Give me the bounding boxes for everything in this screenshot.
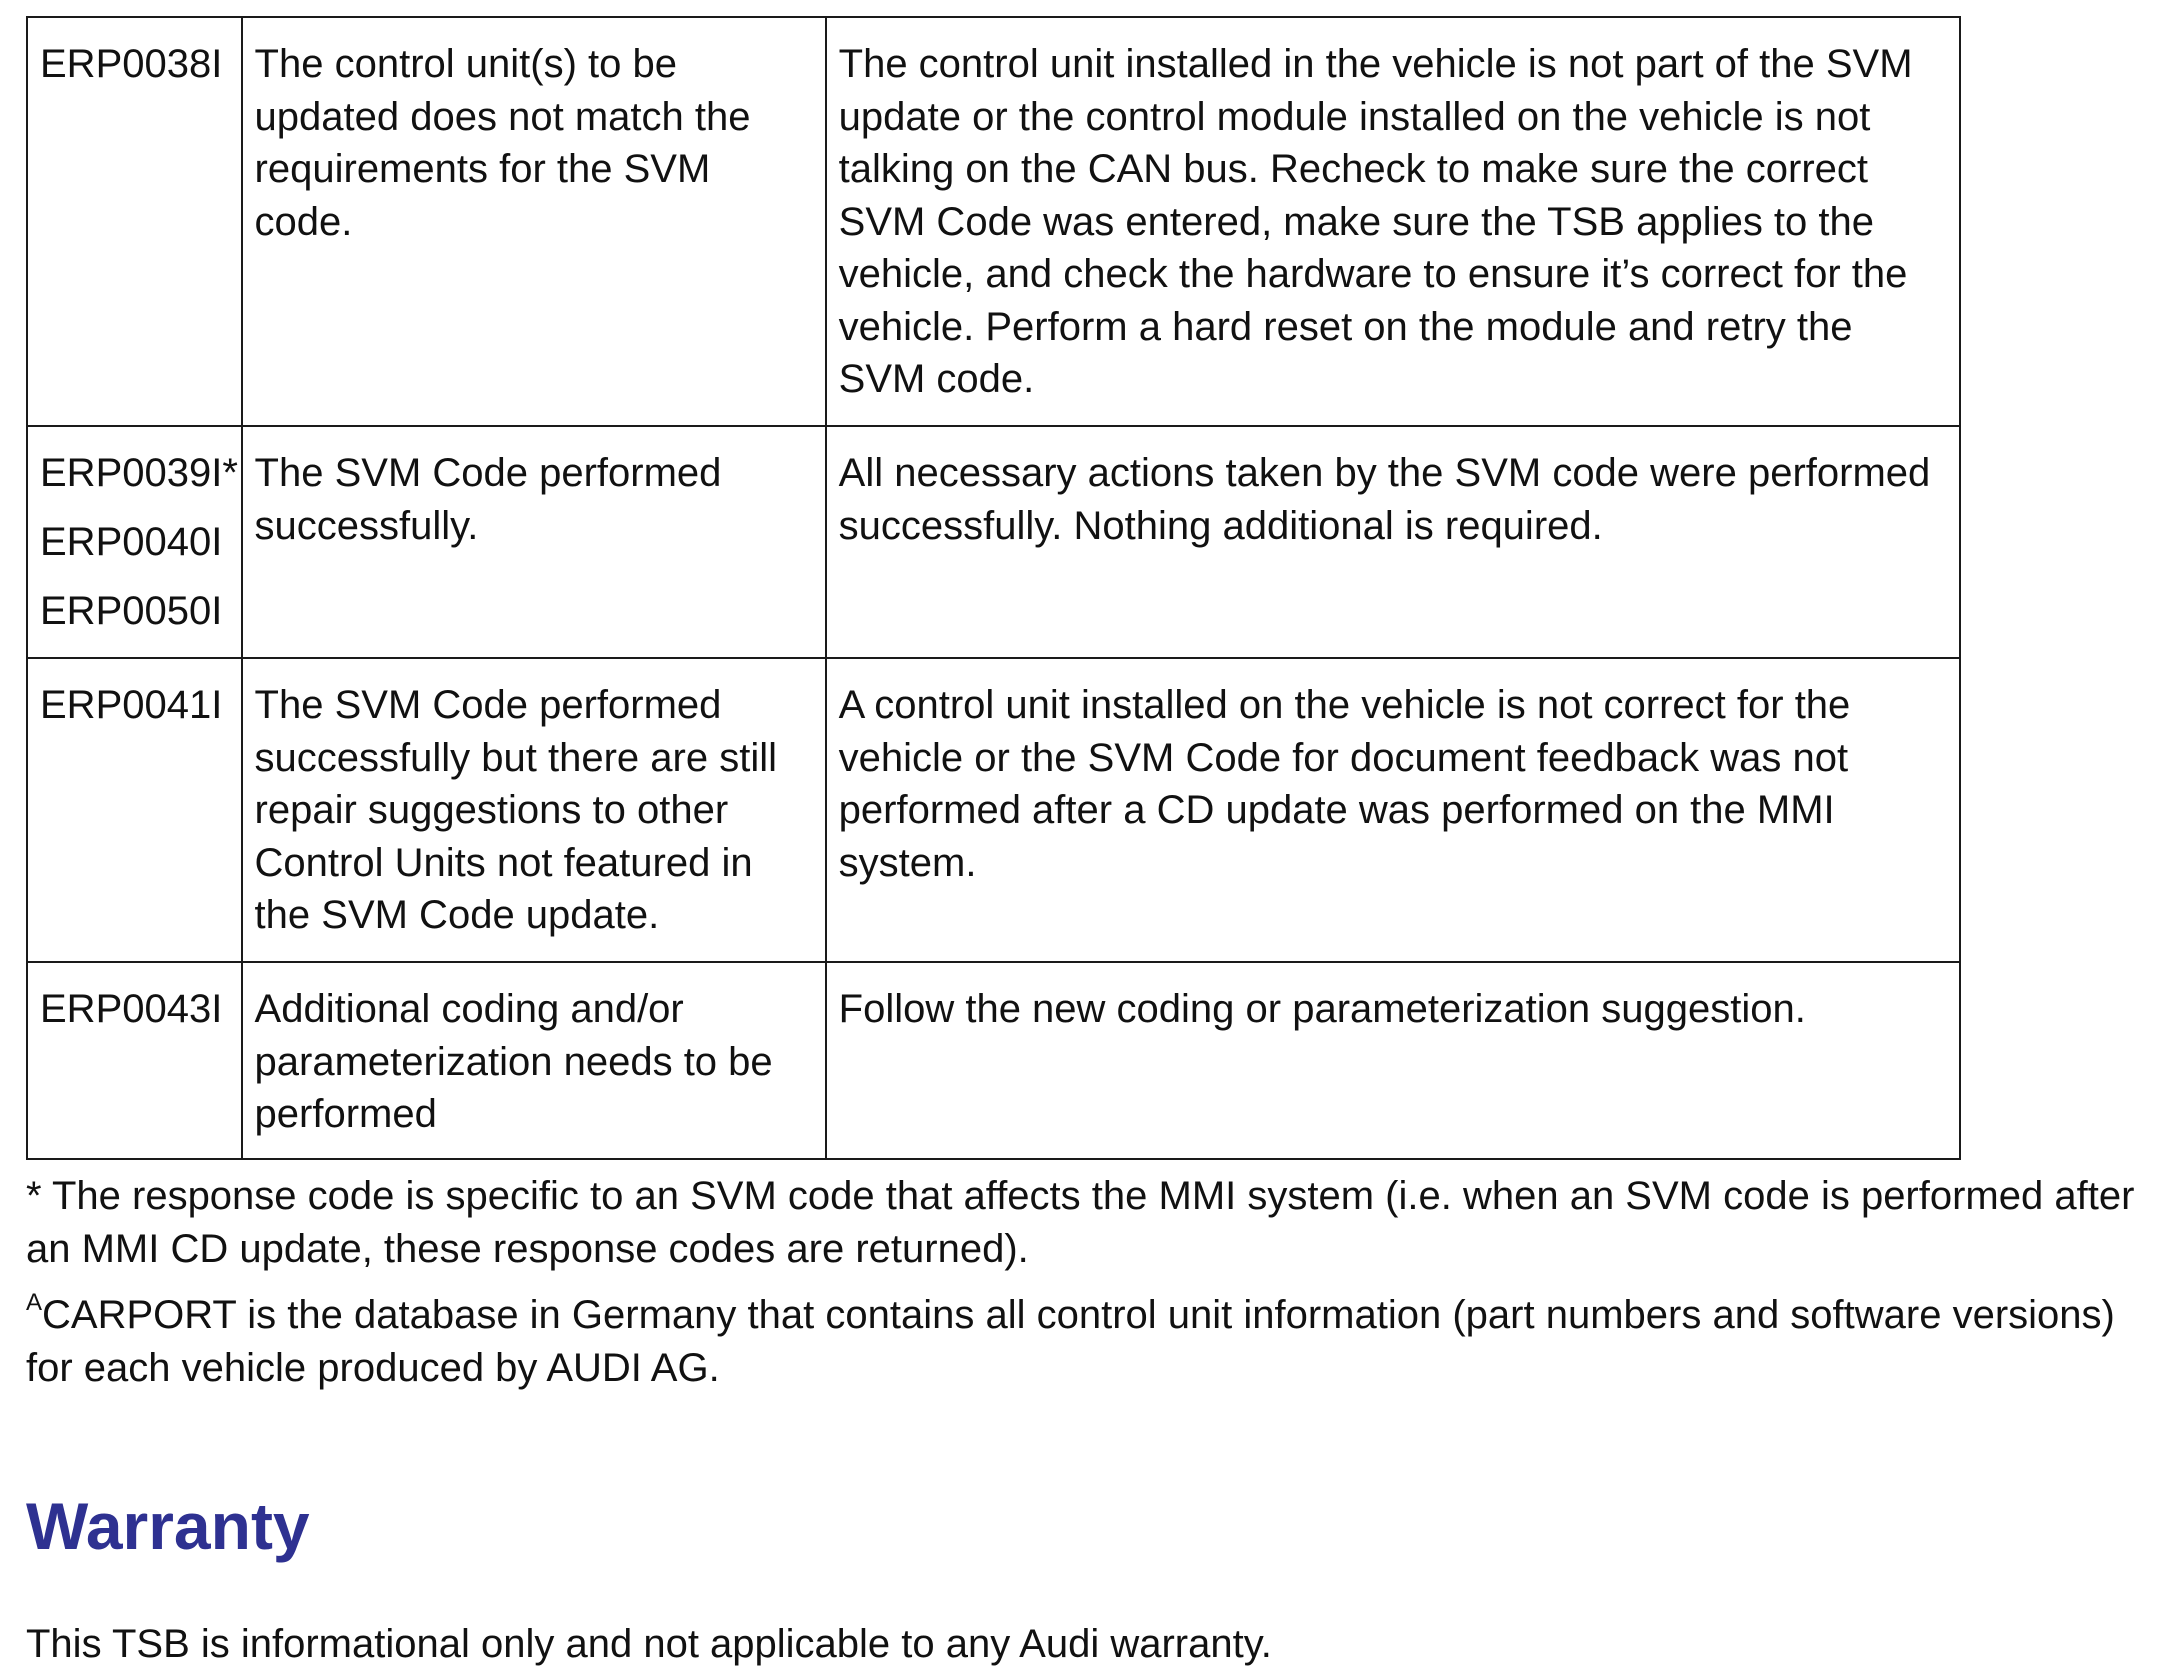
table-row [27,658,1960,962]
asterisk-footnote: * The response code is specific to an SVM code that affects the MMI system (i.e. when an SVM code is performed after an MMI CD update, these response codes are returned). [26,1174,2135,1271]
document-page [26,16,2136,1670]
action-cell: A control unit installed on the vehicle is not correct for the vehicle or the SVM Code for document feedback was not performed after a CD update was performed on the MMI system. [826,658,1960,962]
response-code-cell [27,426,242,658]
carport-footnote [26,1289,2136,1394]
action-cell: The control unit installed in the vehicle is not part of the SVM update or the control module installed on the vehicle is not talking on the CAN bus. Recheck to make sure the correct SVM Code was entered, make sure the TSB applies to the vehicle, and check the hardware to ensure it’s correct for the vehicle. Perform a hard reset on the module and retry the SVM code. [826,17,1960,426]
response-code: ERP0041I [40,683,223,727]
table-row [27,962,1960,1159]
response-code: ERP0043I [40,987,223,1031]
footnote-marker: A [26,1289,43,1316]
status-cell: Additional coding and/or parameterization needs to be performed [242,962,826,1159]
carport-footnote-text: CARPORT is the database in Germany that contains all control unit information (part numbers and software versions) for each vehicle produced by AUDI AG. [26,1293,2115,1390]
status-cell: The SVM Code performed successfully but there are still repair suggestions to other Control Units not featured in the SVM Code update. [242,658,826,962]
status-cell: The control unit(s) to be updated does not match the requirements for the SVM code. [242,17,826,426]
warranty-text: This TSB is informational only and not applicable to any Audi warranty. [26,1622,1272,1666]
table-row [27,17,1960,426]
table-row [27,426,1960,658]
response-code: ERP0040I [40,520,223,564]
response-code-cell [27,962,242,1159]
status-cell: The SVM Code performed successfully. [242,426,826,658]
action-cell: All necessary actions taken by the SVM code were performed successfully. Nothing additional is required. [826,426,1960,658]
response-code: ERP0038I [40,42,223,86]
response-code-cell [27,17,242,426]
warranty-heading: Warranty [26,1489,310,1563]
action-cell: Follow the new coding or parameterization suggestion. [826,962,1960,1159]
footnotes [26,1170,2136,1394]
response-code: ERP0039I* [40,451,238,495]
response-code-table [26,16,1961,1160]
response-code: ERP0050I [40,589,223,633]
response-code-cell [27,658,242,962]
